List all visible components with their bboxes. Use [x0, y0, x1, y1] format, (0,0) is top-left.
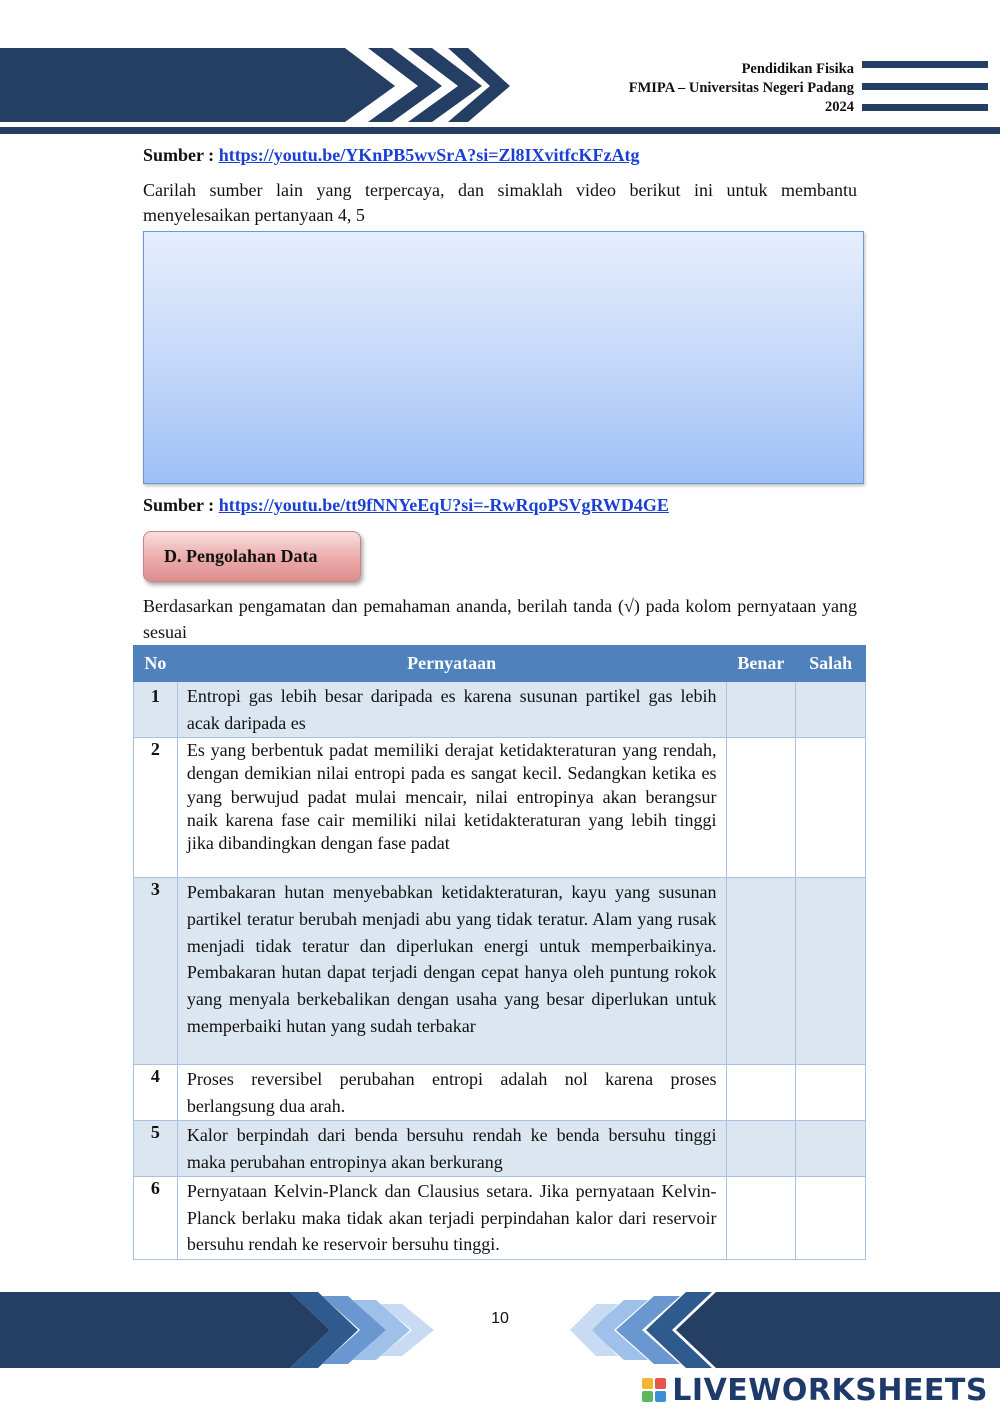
- source-line-1: [143, 142, 857, 168]
- row-statement: Kalor berpindah dari benda bersuhu rendah ke benda bersuhu tinggi maka perubahan entropinya akan berkurang: [177, 1121, 726, 1177]
- header-statement: Pernyataan: [177, 646, 726, 682]
- source-link-2[interactable]: https://youtu.be/tt9fNNYeEqU?si=-RwRqoPSVgRWD4GE: [218, 495, 669, 515]
- source-line-2: [143, 492, 857, 518]
- checkbox-salah-1[interactable]: [796, 682, 866, 738]
- source-label-1: Sumber :: [143, 145, 219, 165]
- liveworksheets-logo-icon: [642, 1378, 666, 1402]
- table-row: [134, 1065, 866, 1121]
- row-number: 5: [134, 1121, 178, 1177]
- table-row: [134, 878, 866, 1065]
- header-institution: [629, 60, 854, 117]
- page-footer: [0, 1292, 1000, 1368]
- video-embed-area[interactable]: [143, 231, 864, 484]
- checkbox-salah-3[interactable]: [796, 878, 866, 1065]
- checkbox-salah-6[interactable]: [796, 1177, 866, 1260]
- table-header-row: [134, 646, 866, 682]
- checkbox-benar-3[interactable]: [726, 878, 796, 1065]
- checkbox-salah-2[interactable]: [796, 738, 866, 878]
- table-row: [134, 682, 866, 738]
- row-statement: Entropi gas lebih besar daripada es karena susunan partikel gas lebih acak daripada es: [177, 682, 726, 738]
- row-number: 2: [134, 738, 178, 878]
- source-label-2: Sumber :: [143, 495, 219, 515]
- table-row: [134, 1177, 866, 1260]
- header-year: 2024: [825, 99, 854, 115]
- row-statement: Pernyataan Kelvin-Planck dan Clausius setara. Jika pernyataan Kelvin-Planck berlaku maka tidak akan terjadi perpindahan kalor dari reservoir bersuhu rendah ke reservoir bersuhu tinggi.: [177, 1177, 726, 1260]
- page-header: [0, 0, 1000, 140]
- liveworksheets-wordmark: LIVEWORKSHEETS: [672, 1372, 988, 1408]
- header-true: Benar: [726, 646, 796, 682]
- checkbox-salah-5[interactable]: [796, 1121, 866, 1177]
- checkbox-benar-2[interactable]: [726, 738, 796, 878]
- table-row: [134, 738, 866, 878]
- header-no: No: [134, 646, 178, 682]
- table-row: [134, 1121, 866, 1177]
- row-number: 1: [134, 682, 178, 738]
- source-link-1[interactable]: https://youtu.be/YKnPB5wvSrA?si=Zl8IXvitfcKFzAtg: [218, 145, 640, 165]
- row-number: 3: [134, 878, 178, 1065]
- row-number: 6: [134, 1177, 178, 1260]
- checkbox-benar-5[interactable]: [726, 1121, 796, 1177]
- checkbox-benar-1[interactable]: [726, 682, 796, 738]
- row-statement: Pembakaran hutan menyebabkan ketidakteraturan, kayu yang susunan partikel teratur berubah menjadi abu yang tidak teratur. Alam yang rusak menjadi tidak teratur dan diperlukan energi untuk memperbaikinya. Pembakaran hutan dapat terjadi dengan cepat hanya oleh puntung rokok yang menyala berkebalikan dengan usaha yang besar diperlukan untuk memperbaiki hutan yang sudah terbakar: [177, 878, 726, 1065]
- header-false: Salah: [796, 646, 866, 682]
- row-statement: Proses reversibel perubahan entropi adalah nol karena proses berlangsung dua arah.: [177, 1065, 726, 1121]
- table-instruction: Berdasarkan pengamatan dan pemahaman ananda, berilah tanda (√) pada kolom pernyataan yang sesuai: [143, 596, 857, 642]
- header-faculty: FMIPA – Universitas Negeri Padang: [628, 80, 854, 96]
- row-statement: Es yang berbentuk padat memiliki derajat ketidakteraturan yang rendah, dengan demikian nilai entropi pada es sangat kecil. Sedangkan ketika es yang berwujud padat mulai mencair, nilai entropinya akan berangsur naik karena fase cair memiliki nilai ketidakteraturan yang lebih tinggi jika dibandingkan dengan fase padat: [177, 738, 726, 878]
- footer-banner-graphic: [0, 1292, 1000, 1368]
- checkbox-benar-6[interactable]: [726, 1177, 796, 1260]
- section-heading-pengolahan-data: D. Pengolahan Data: [143, 531, 361, 582]
- checkbox-salah-4[interactable]: [796, 1065, 866, 1121]
- statement-table: [133, 645, 866, 1260]
- header-program: Pendidikan Fisika: [741, 61, 854, 77]
- page-number: 10: [491, 1310, 509, 1327]
- checkbox-benar-4[interactable]: [726, 1065, 796, 1121]
- row-number: 4: [134, 1065, 178, 1121]
- liveworksheets-brand: [642, 1372, 988, 1408]
- instruction-paragraph: Carilah sumber lain yang terpercaya, dan simaklah video berikut ini untuk membantu menyelesaikan pertanyaan 4, 5: [143, 180, 857, 225]
